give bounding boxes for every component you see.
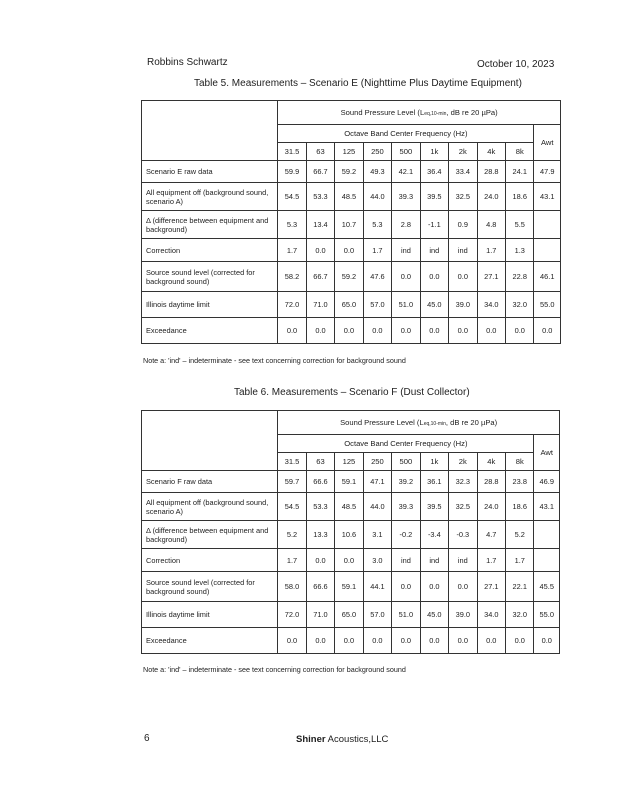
row-label: Scenario E raw data xyxy=(142,161,278,183)
row-label: Exceedance xyxy=(142,628,278,654)
value-cell: 0.0 xyxy=(335,549,363,572)
value-cell: 39.0 xyxy=(449,292,477,318)
row-label: Source sound level (corrected for background sound) xyxy=(142,262,278,292)
header-row-spl xyxy=(142,411,560,435)
value-cell: 33.4 xyxy=(449,161,477,183)
value-cell: 4.8 xyxy=(477,211,505,239)
row-label: Illinois daytime limit xyxy=(142,292,278,318)
table-row xyxy=(142,493,560,521)
value-cell: 39.3 xyxy=(392,183,420,211)
value-cell: 10.7 xyxy=(335,211,363,239)
value-cell: 53.3 xyxy=(306,183,334,211)
value-cell: 43.1 xyxy=(534,183,561,211)
value-cell: 0.0 xyxy=(392,262,420,292)
value-cell: 45.5 xyxy=(534,572,560,602)
value-cell: 32.0 xyxy=(506,602,534,628)
value-cell: 0.0 xyxy=(392,572,420,602)
value-cell: 1.7 xyxy=(477,549,505,572)
value-cell: ind xyxy=(449,239,477,262)
value-cell: 0.0 xyxy=(335,239,363,262)
value-cell: 34.0 xyxy=(477,292,505,318)
value-cell: 0.0 xyxy=(392,318,420,344)
value-cell: 0.0 xyxy=(363,628,391,654)
value-cell xyxy=(534,521,560,549)
value-cell: 59.1 xyxy=(335,572,363,602)
value-cell: -0.3 xyxy=(449,521,477,549)
value-cell: 1.7 xyxy=(363,239,391,262)
value-cell: 59.2 xyxy=(335,161,363,183)
value-cell: 23.8 xyxy=(506,471,534,493)
value-cell: 3.0 xyxy=(363,549,391,572)
value-cell: 72.0 xyxy=(278,292,306,318)
value-cell: 0.0 xyxy=(534,318,561,344)
value-cell xyxy=(534,239,561,262)
value-cell: 18.6 xyxy=(506,493,534,521)
table5-title: Table 5. Measurements – Scenario E (Nighttime Plus Daytime Equipment) xyxy=(194,78,522,89)
table5 xyxy=(141,100,561,344)
report-date: October 10, 2023 xyxy=(477,59,555,70)
frequency-header: 31.5 xyxy=(278,143,306,161)
company-bold: Shiner xyxy=(296,734,326,745)
value-cell: 5.2 xyxy=(506,521,534,549)
value-cell: 5.2 xyxy=(278,521,306,549)
value-cell: 3.1 xyxy=(363,521,391,549)
value-cell: 55.0 xyxy=(534,602,560,628)
value-cell: 0.0 xyxy=(477,628,505,654)
value-cell: 0.0 xyxy=(306,628,334,654)
value-cell: -3.4 xyxy=(420,521,448,549)
value-cell: 0.0 xyxy=(306,318,334,344)
value-cell: 39.5 xyxy=(420,493,448,521)
spl-label-sub: eq,10-min xyxy=(424,111,447,117)
value-cell: 47.9 xyxy=(534,161,561,183)
table6 xyxy=(141,410,560,654)
value-cell: 58.0 xyxy=(278,572,306,602)
frequency-header: 250 xyxy=(363,453,391,471)
value-cell: 13.4 xyxy=(306,211,334,239)
header-row-spl xyxy=(142,101,561,125)
value-cell: 49.3 xyxy=(363,161,391,183)
value-cell: 0.0 xyxy=(420,572,448,602)
value-cell: 1.3 xyxy=(506,239,534,262)
value-cell: 22.1 xyxy=(506,572,534,602)
table-row xyxy=(142,183,561,211)
value-cell: 59.1 xyxy=(335,471,363,493)
table-row xyxy=(142,239,561,262)
value-cell: 24.0 xyxy=(477,493,505,521)
value-cell: 34.0 xyxy=(477,602,505,628)
value-cell: 0.9 xyxy=(449,211,477,239)
value-cell: 0.0 xyxy=(392,628,420,654)
value-cell: 65.0 xyxy=(335,292,363,318)
value-cell: 0.0 xyxy=(449,318,477,344)
table-row xyxy=(142,161,561,183)
value-cell: 46.1 xyxy=(534,262,561,292)
row-label: Source sound level (corrected for background sound) xyxy=(142,572,278,602)
value-cell: 4.7 xyxy=(477,521,505,549)
value-cell: 10.6 xyxy=(335,521,363,549)
row-label: Scenario F raw data xyxy=(142,471,278,493)
value-cell: 0.0 xyxy=(335,318,363,344)
value-cell: 71.0 xyxy=(306,602,334,628)
frequency-header: 31.5 xyxy=(278,453,306,471)
value-cell: 48.5 xyxy=(335,183,363,211)
frequency-header: 250 xyxy=(363,143,391,161)
value-cell: 0.0 xyxy=(449,262,477,292)
value-cell: 51.0 xyxy=(392,602,420,628)
value-cell: 32.0 xyxy=(506,292,534,318)
value-cell: ind xyxy=(420,549,448,572)
value-cell: 59.2 xyxy=(335,262,363,292)
frequency-header: 125 xyxy=(335,143,363,161)
corner-cell xyxy=(142,101,278,161)
value-cell: 28.8 xyxy=(477,471,505,493)
band-header: Octave Band Center Frequency (Hz) xyxy=(278,435,534,453)
value-cell: 0.0 xyxy=(534,628,560,654)
value-cell: 42.1 xyxy=(392,161,420,183)
row-label: Exceedance xyxy=(142,318,278,344)
value-cell: 1.7 xyxy=(278,549,306,572)
value-cell: 57.0 xyxy=(363,292,391,318)
table-row xyxy=(142,292,561,318)
value-cell: 0.0 xyxy=(477,318,505,344)
spl-label-sub: eq,10-min xyxy=(423,421,446,427)
row-label: All equipment off (background sound, scenario A) xyxy=(142,183,278,211)
value-cell: 0.0 xyxy=(449,628,477,654)
value-cell: 47.6 xyxy=(363,262,391,292)
table-row xyxy=(142,572,560,602)
table6-title: Table 6. Measurements – Scenario F (Dust Collector) xyxy=(234,387,470,398)
value-cell: 0.0 xyxy=(420,262,448,292)
value-cell: 27.1 xyxy=(477,262,505,292)
spl-header xyxy=(278,101,561,125)
value-cell: 44.0 xyxy=(363,493,391,521)
table-row xyxy=(142,628,560,654)
frequency-header: 63 xyxy=(306,143,334,161)
value-cell: 27.1 xyxy=(477,572,505,602)
frequency-header: 8k xyxy=(506,453,534,471)
table6-note: Note a: 'ind' – indeterminate - see text concerning correction for background sound xyxy=(143,665,406,674)
spl-header xyxy=(278,411,560,435)
value-cell: 53.3 xyxy=(306,493,334,521)
value-cell: 58.2 xyxy=(278,262,306,292)
value-cell: 51.0 xyxy=(392,292,420,318)
spl-label-b: , dB re 20 µPa) xyxy=(445,418,498,427)
value-cell: 57.0 xyxy=(363,602,391,628)
value-cell: 24.1 xyxy=(506,161,534,183)
value-cell: 43.1 xyxy=(534,493,560,521)
frequency-header: 500 xyxy=(392,143,420,161)
value-cell: 0.0 xyxy=(306,549,334,572)
value-cell: 47.1 xyxy=(363,471,391,493)
table-row xyxy=(142,211,561,239)
value-cell: 24.0 xyxy=(477,183,505,211)
value-cell: 1.7 xyxy=(278,239,306,262)
value-cell: 66.7 xyxy=(306,161,334,183)
value-cell: ind xyxy=(392,239,420,262)
value-cell: 66.6 xyxy=(306,572,334,602)
value-cell: 0.0 xyxy=(278,318,306,344)
value-cell: 45.0 xyxy=(420,292,448,318)
page-number: 6 xyxy=(144,733,150,744)
value-cell: ind xyxy=(420,239,448,262)
value-cell: ind xyxy=(449,549,477,572)
client-name: Robbins Schwartz xyxy=(147,57,228,68)
company-name xyxy=(296,734,388,745)
frequency-header: 8k xyxy=(506,143,534,161)
table-row xyxy=(142,471,560,493)
value-cell: 66.6 xyxy=(306,471,334,493)
value-cell: 0.0 xyxy=(506,318,534,344)
awt-header: Awt xyxy=(534,125,561,161)
value-cell: 39.0 xyxy=(449,602,477,628)
value-cell: 39.2 xyxy=(392,471,420,493)
spl-label-a: Sound Pressure Level (L xyxy=(340,108,425,117)
value-cell: 5.3 xyxy=(363,211,391,239)
value-cell: 18.6 xyxy=(506,183,534,211)
spl-label-b: , dB re 20 µPa) xyxy=(446,108,498,117)
table-row xyxy=(142,262,561,292)
frequency-header: 1k xyxy=(420,143,448,161)
row-label: Correction xyxy=(142,239,278,262)
value-cell: 66.7 xyxy=(306,262,334,292)
row-label: Illinois daytime limit xyxy=(142,602,278,628)
value-cell: 0.0 xyxy=(278,628,306,654)
awt-header: Awt xyxy=(534,435,560,471)
band-header: Octave Band Center Frequency (Hz) xyxy=(278,125,534,143)
frequency-header: 4k xyxy=(477,143,505,161)
value-cell: 54.5 xyxy=(278,183,306,211)
frequency-header: 2k xyxy=(449,143,477,161)
value-cell: ind xyxy=(392,549,420,572)
frequency-header: 125 xyxy=(335,453,363,471)
value-cell: 59.9 xyxy=(278,161,306,183)
value-cell: -1.1 xyxy=(420,211,448,239)
frequency-header: 500 xyxy=(392,453,420,471)
frequency-header: 63 xyxy=(306,453,334,471)
value-cell: 0.0 xyxy=(449,572,477,602)
value-cell: 39.3 xyxy=(392,493,420,521)
value-cell: 39.5 xyxy=(420,183,448,211)
value-cell: 13.3 xyxy=(306,521,334,549)
value-cell: 1.7 xyxy=(506,549,534,572)
value-cell xyxy=(534,549,560,572)
value-cell: 32.3 xyxy=(449,471,477,493)
value-cell: 0.0 xyxy=(420,318,448,344)
row-label: Correction xyxy=(142,549,278,572)
value-cell: 36.1 xyxy=(420,471,448,493)
value-cell: 0.0 xyxy=(420,628,448,654)
value-cell: 72.0 xyxy=(278,602,306,628)
value-cell: 0.0 xyxy=(306,239,334,262)
value-cell: 0.0 xyxy=(335,628,363,654)
company-rest: Acoustics,LLC xyxy=(325,734,389,745)
corner-cell xyxy=(142,411,278,471)
spl-label-a: Sound Pressure Level (L xyxy=(340,418,424,427)
row-label: Δ (difference between equipment and background) xyxy=(142,211,278,239)
value-cell: 48.5 xyxy=(335,493,363,521)
value-cell: -0.2 xyxy=(392,521,420,549)
value-cell: 55.0 xyxy=(534,292,561,318)
table5-note: Note a: 'ind' – indeterminate - see text concerning correction for background sound xyxy=(143,356,406,365)
value-cell: 22.8 xyxy=(506,262,534,292)
row-label: All equipment off (background sound, scenario A) xyxy=(142,493,278,521)
value-cell: 44.0 xyxy=(363,183,391,211)
value-cell xyxy=(534,211,561,239)
value-cell: 36.4 xyxy=(420,161,448,183)
value-cell: 44.1 xyxy=(363,572,391,602)
table-row xyxy=(142,549,560,572)
value-cell: 54.5 xyxy=(278,493,306,521)
frequency-header: 1k xyxy=(420,453,448,471)
value-cell: 65.0 xyxy=(335,602,363,628)
value-cell: 5.3 xyxy=(278,211,306,239)
value-cell: 1.7 xyxy=(477,239,505,262)
value-cell: 0.0 xyxy=(363,318,391,344)
value-cell: 2.8 xyxy=(392,211,420,239)
table-row xyxy=(142,318,561,344)
value-cell: 32.5 xyxy=(449,183,477,211)
frequency-header: 2k xyxy=(449,453,477,471)
value-cell: 5.5 xyxy=(506,211,534,239)
value-cell: 45.0 xyxy=(420,602,448,628)
value-cell: 0.0 xyxy=(506,628,534,654)
frequency-header: 4k xyxy=(477,453,505,471)
value-cell: 32.5 xyxy=(449,493,477,521)
value-cell: 71.0 xyxy=(306,292,334,318)
row-label: Δ (difference between equipment and background) xyxy=(142,521,278,549)
value-cell: 28.8 xyxy=(477,161,505,183)
value-cell: 46.9 xyxy=(534,471,560,493)
value-cell: 59.7 xyxy=(278,471,306,493)
table-row xyxy=(142,602,560,628)
table-row xyxy=(142,521,560,549)
